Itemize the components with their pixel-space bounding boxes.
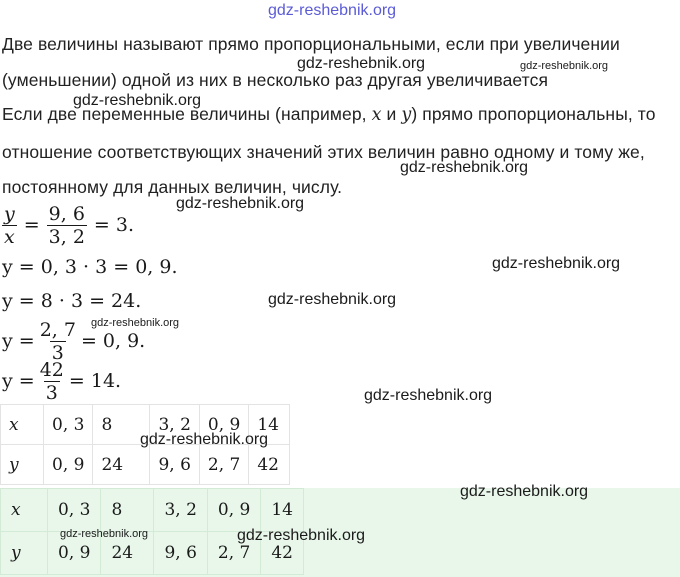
table-cell: 2, 7 [199,445,248,485]
watermark: gdz-reshebnik.org [492,255,621,272]
table-cell: 24 [101,532,154,575]
watermark: gdz-reshebnik.org [237,527,366,544]
table-cell: 0, 9 [199,405,248,445]
equation-y-24: y = 8 · 3 = 24. [2,290,142,312]
watermark: gdz-reshebnik.org [73,92,202,109]
equation-y-0-9: y = 0, 3 · 3 = 0, 9. [2,256,178,278]
table-cell-label: x [1,489,48,532]
watermark: gdz-reshebnik.org [268,291,397,308]
equals-sign: = [23,214,40,236]
var-x: x [371,105,382,125]
paragraph-line-3-part-1: Если две переменные величины (например, [2,104,372,124]
table-cell: 14 [249,405,290,445]
table-cell: 0, 9 [44,445,93,485]
table-cell: 8 [93,405,150,445]
paragraph-line-2: (уменьшении) одной из них в несколько раз другая увеличивается [2,70,549,90]
table-cell: 2, 7 [207,532,260,575]
paragraph-line-4: отношение соответствующих значений этих величин равно одному и тому же, [2,142,645,162]
paragraph-line-1: Две величины называют прямо пропорциональными, если при увеличении [2,34,620,54]
fraction-numerator: 9, 6 [48,202,85,225]
watermark: gdz-reshebnik.org [176,195,305,212]
equation-result: = 3. [93,214,135,236]
table-cell: 0, 9 [48,532,101,575]
table-cell: 42 [249,445,290,485]
table-cell: 3, 2 [154,489,207,532]
table-cell: 0, 9 [207,489,260,532]
equation-y-42-over-3 [2,356,121,406]
watermark: gdz-reshebnik.org [520,60,609,72]
table-cell-label: y [1,532,48,575]
table-row-x [1,489,304,532]
fraction-numerator: 2, 7 [39,318,76,341]
fraction-denominator: 3 [45,381,58,404]
fraction-denominator: 3, 2 [48,225,85,248]
watermark: gdz-reshebnik.org [364,387,493,404]
table-cell: 9, 6 [154,532,207,575]
paragraph-line-3-part-3: ) прямо пропорциональны, то [411,104,656,124]
watermark: gdz-reshebnik.org [460,483,589,500]
watermark: gdz-reshebnik.org [297,55,426,72]
fraction-9-6-over-3-2 [47,204,87,247]
table-row-y [1,445,290,485]
table-cell: 14 [261,489,304,532]
table-cell: 24 [93,445,150,485]
fraction-denominator: x [4,225,15,248]
fraction-numerator: y [4,202,15,225]
var-y: y [401,105,412,125]
table-cell: 0, 3 [44,405,93,445]
table-cell-label: x [1,405,44,445]
equation-lhs: y = [2,330,35,352]
paragraph-line-3-part-2: и [381,104,402,124]
table-cell: 42 [261,532,304,575]
table-cell: 8 [101,489,154,532]
watermark: gdz-reshebnik.org [91,317,180,329]
equation-result: = 14. [68,370,122,392]
table-cell-label: y [1,445,44,485]
watermark: gdz-reshebnik.org [60,528,149,540]
table-cell: 3, 2 [150,405,199,445]
table-cell: 0, 3 [48,489,101,532]
equation-ratio [2,200,134,250]
watermark: gdz-reshebnik.org [140,431,269,448]
watermark-top-link[interactable]: gdz-reshebnik.org [268,2,397,19]
equation-result: = 0, 9. [80,330,146,352]
fraction-numerator: 42 [39,358,64,381]
fraction-42-over-3 [38,360,66,403]
fraction-denominator: 3 [51,341,64,364]
watermark: gdz-reshebnik.org [400,159,529,176]
fraction-y-over-x [2,204,17,247]
table-cell: 9, 6 [150,445,199,485]
equation-lhs: y = [2,370,35,392]
paragraph-line-5: постоянному для данных величин, числу. [2,177,343,197]
